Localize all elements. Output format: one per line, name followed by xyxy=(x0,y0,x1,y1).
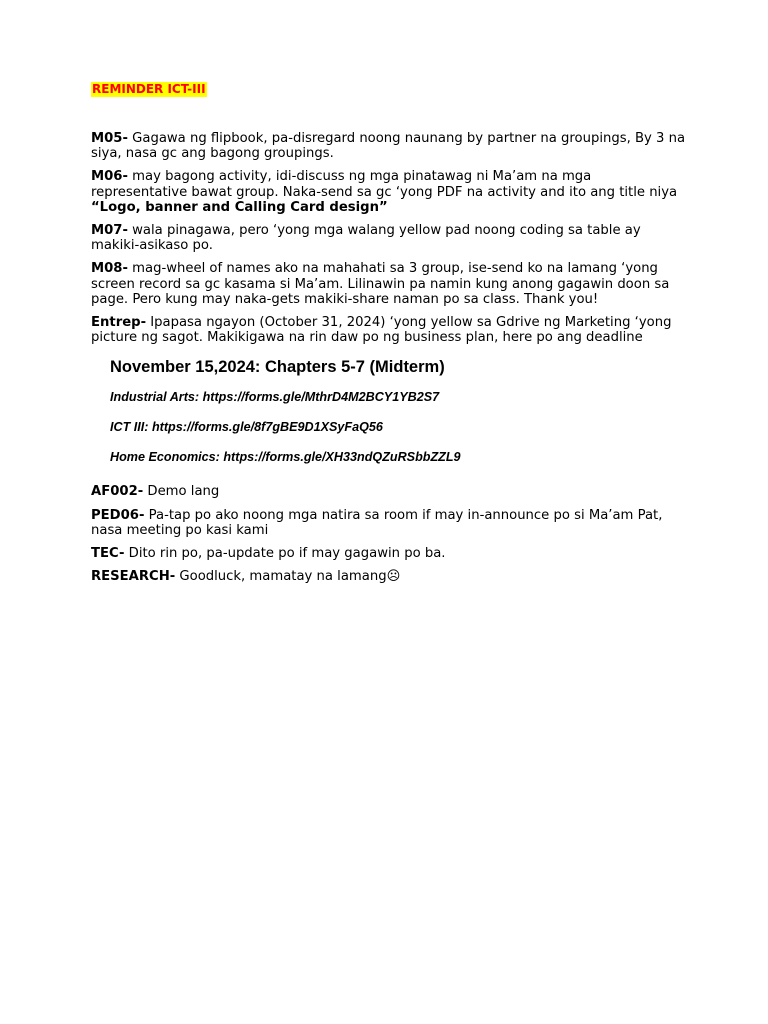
note-m05 xyxy=(91,131,691,161)
note-code: M05- xyxy=(91,131,128,146)
deadline-heading: November 15,2024: Chapters 5-7 (Midterm) xyxy=(110,358,445,377)
form-link-ict-iii: ICT III: https://forms.gle/8f7gBE9D1XSyFaQ56 xyxy=(110,420,383,435)
note-text: Goodluck, mamatay na lamang☹ xyxy=(175,569,401,585)
note-af002 xyxy=(91,484,691,499)
form-link-home-economics: Home Economics: https://forms.gle/XH33ndQZuRSbbZZL9 xyxy=(110,450,461,465)
note-text: Ipapasa ngayon (October 31, 2024) ‘yong yellow sa Gdrive ng Marketing ‘yong picture ng sagot. Makikigawa na rin daw po ng business plan, here po ang deadline xyxy=(91,315,672,346)
note-text: wala pinagawa, pero ‘yong mga walang yellow pad noong coding sa table ay makiki-asikaso po. xyxy=(91,223,641,254)
note-tec xyxy=(91,546,691,561)
note-text: may bagong activity, idi-discuss ng mga pinatawag ni Ma’am na mga representative bawat group. Naka-send sa gc ‘yong PDF na activity and ito ang title niya xyxy=(91,169,678,200)
reminder-title: REMINDER ICT-III xyxy=(92,82,206,96)
note-code: M08- xyxy=(91,261,128,277)
document-page xyxy=(91,78,691,584)
note-m08 xyxy=(91,261,691,307)
deadline-screenshot xyxy=(110,357,691,465)
note-code: PED06- xyxy=(91,507,145,523)
note-code: TEC- xyxy=(91,546,125,562)
note-code: RESEARCH- xyxy=(91,569,176,585)
note-code: M07- xyxy=(91,223,128,239)
note-text: mag-wheel of names ako na mahahati sa 3 group, ise-send ko na lamang ‘yong screen record sa gc kasama si Ma’am. Lilinawin pa namin kung anong gagawin doon sa page. Pero kung may naka-gets makiki-share naman po sa class. Thank you! xyxy=(91,261,670,307)
note-ped06 xyxy=(91,508,691,538)
note-text: Demo lang xyxy=(143,484,220,500)
note-text: Dito rin po, pa-update po if may gagawin po ba. xyxy=(124,546,446,562)
note-m06 xyxy=(91,169,691,215)
note-code: Entrep- xyxy=(91,315,147,331)
note-text: Pa-tap po ako noong mga natira sa room if may in-announce po si Ma’am Pat, nasa meeting po kasi kami xyxy=(91,507,663,538)
note-code: M06- xyxy=(91,169,128,185)
note-entrep xyxy=(91,315,691,345)
note-text: Gagawa ng flipbook, pa-disregard noong naunang by partner na groupings, By 3 na siya, nasa gc ang bagong groupings. xyxy=(91,131,686,162)
note-code: AF002- xyxy=(91,484,144,500)
activity-title: “Logo, banner and Calling Card design” xyxy=(91,199,388,215)
note-research xyxy=(91,569,691,584)
note-m07 xyxy=(91,223,691,253)
form-link-industrial-arts: Industrial Arts: https://forms.gle/MthrD4M2BCY1YB2S7 xyxy=(110,390,440,405)
